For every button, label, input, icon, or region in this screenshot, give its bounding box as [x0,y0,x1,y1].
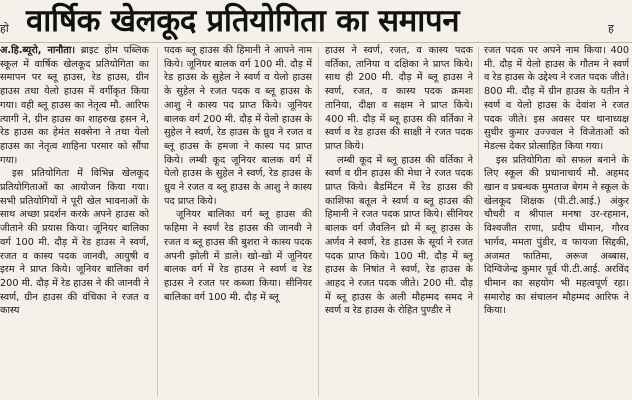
article-column-1 [0,44,149,400]
paragraph: रजत पदक पर अपने नाम किया। 400 मी. दौड़ में येलो हाउस के गौतम ने स्वर्ण व रेड हाउस के उद्देश्य ने रजत पदक जीते। 800 मी. दौड़ में ग्रीन हाउस के यतीन ने स्वर्ण व येलो हाउस के देवांश ने रजत पदक जीते। इस अवसर पर थानाध्यक्ष सुधीर कुमार उज्ज्वल ने विजेताओं को मेडल्स देकर प्रोत्साहित किया गया। [484,45,629,152]
paragraph [0,44,149,167]
article-body [0,44,632,400]
article-column-2 [164,44,312,400]
article-column-4 [484,44,629,400]
headline-banner [0,0,632,43]
paragraph: लम्बी कूद में ब्लू हाउस की वर्तिका ने स्वर्ण व ग्रीन हाउस की मेधा ने रजत पदक प्राप्त किये। बैडमिंटन में रेड हाउस की काशिफा बतूल ने स्वर्ण व ब्लू हाउस की हिमानी ने रजत पदक प्राप्त किये। सीनियर बालक वर्ग जैवलिन थ्रो में ब्लू हाउस के अर्णव ने स्वर्ण, रेड हाउस के सूर्या ने रजत पदक प्राप्त किये। 100 मी. दौड़ में ब्लू हाउस के निषांत ने स्वर्ण, रेड हाउस के आहद ने रजत पदक जीते। 200 मी. दौड़ में ब्लू हाउस के अली मौहम्मद समद ने स्वर्ण व रेड हाउस के रोहित पुण्डीर ने [325,154,473,317]
paragraph: हाउस ने स्वर्ण, रजत, व कास्य पदक वर्तिका, तानिया व दक्षिका ने प्राप्त किये। साथ ही 200 मी. दौड़ में ब्लू हाउस ने स्वर्ण, रजत, व कास्य पदक क्रमशः तानिया, दीक्षा व सक्षम ने प्राप्त किये। 400 मी. दौड़ में ब्लू हाउस की वर्तिका ने स्वर्ण व रेड हाउस की साक्षी ने रजत पदक प्राप्त किये। [325,45,473,152]
paragraph: जूनियर बालिका वर्ग ब्लू हाउस की फहिमा ने स्वर्ण रेड हाउस की जानवी ने रजत व ब्लू हाउस की बुशरा ने कास्य पदक अपनी झोली में डाले। खो-खो में जूनियर बालक वर्ग में रेड हाउस ने स्वर्ण व रेड हाउस ने रजत पर कब्जा किया। सीनियर बालिका वर्ग 100 मी. दौड़ में ब्लू [164,209,312,303]
paragraph: पदक ब्लू हाउस की हिमानी ने आपने नाम किये। जूनियर बालक वर्ग 100 मी. दौड़ में रेड हाउस के सुहेल ने स्वर्ण व येलो हाउस के सुहेल ने रजत पदक व ब्लू हाउस के आशु ने कास्य पद प्राप्त किये। जूनियर बालक वर्ग 200 मी. दौड़ में येलो हाउस के सुहेल ने स्वर्ण, रेड हाउस के ध्रुव ने रजत व ब्लू हाउस के हमजा ने कास्य पद प्राप्त किये। लम्बी कूद जूनियर बालक वर्ग में येलो हाउस के सुहेल ने स्वर्ण, रेड हाउस के ध्रुव ने रजत व ब्लू हाउस के आशु ने कास्य पद प्राप्त किये। [164,45,312,207]
paragraph: इस प्रतियोगिता को सफल बनाने के लिए स्कूल की प्रधानाचार्य मौ. अहमद खान व प्रबन्धक मुमताज बेगम ने स्कूल के खेलकूद शिक्षक (पी.टी.आई.) अंकुर चौधरी व श्रीपाल मनषा उर-रहमान, विश्वजीत राणा, प्रदीप धीमान, गौरव भार्गव, ममता पुंडीर, व फायजा सिद्दकी, अजमत फातिमा, अरूज अब्बास, दिग्विजेन्द्र कुमार पूर्व पी.टी.आई. अरविंद धीमान का सहयोग भी महत्वपूर्ण रहा। समारोह का संचालन मौहम्मद आरिफ ने किया। [484,154,629,317]
article-column-3 [325,44,473,400]
dateline: अ.हि.ब्यूरो, नानौता। [0,45,76,56]
paragraph-text: ब्राइट होम पब्लिक स्कूल में वार्षिक खेलकूद प्रतियोगिता का समापन पर ब्लू हाउस, रेड हाउस, ग्रीन हाउस तथा येलो हाउस में वर्गीकृत किया गया। वही ब्लू हाउस का नेतृत्व मौ. आरिफ त्यागी ने, ग्रीन हाउस का शाहरुख हसन ने, रेड हाउस का हेमंत सक्सेना ने तथा येलो हाउस का नेतृत्व शाहिना परमार को सौंपा गया। [0,45,149,166]
adjacent-article-fragment-right: ह [608,22,614,35]
adjacent-article-fragment-left: हो [0,22,9,35]
paragraph: इस प्रतियोगिता में विभिन्न खेलकूद प्रतियोगिताओं का आयोजन किया गया। सभी प्रतियोगियों ने पूरी खेल भावनाओं के साथ अच्छा प्रदर्शन करके अपने हाउस को जीताने की प्रयास किया। जूनियर बालिका वर्ग 100 मी. दौड़ में रेड हाउस ने स्वर्ण, रजत व कास्य पदक जानवी, आयुषी व इरम ने प्राप्त किये। जूनियर बालिका वर्ग 200 मी. दौड़ में रेड हाउस ने की जानवी ने स्वर्ण, ग्रीन हाउस की वंचिका ने रजत व कास्य [0,168,149,317]
headline: वार्षिक खेलकूद प्रतियोगिता का समापन [26,3,460,39]
